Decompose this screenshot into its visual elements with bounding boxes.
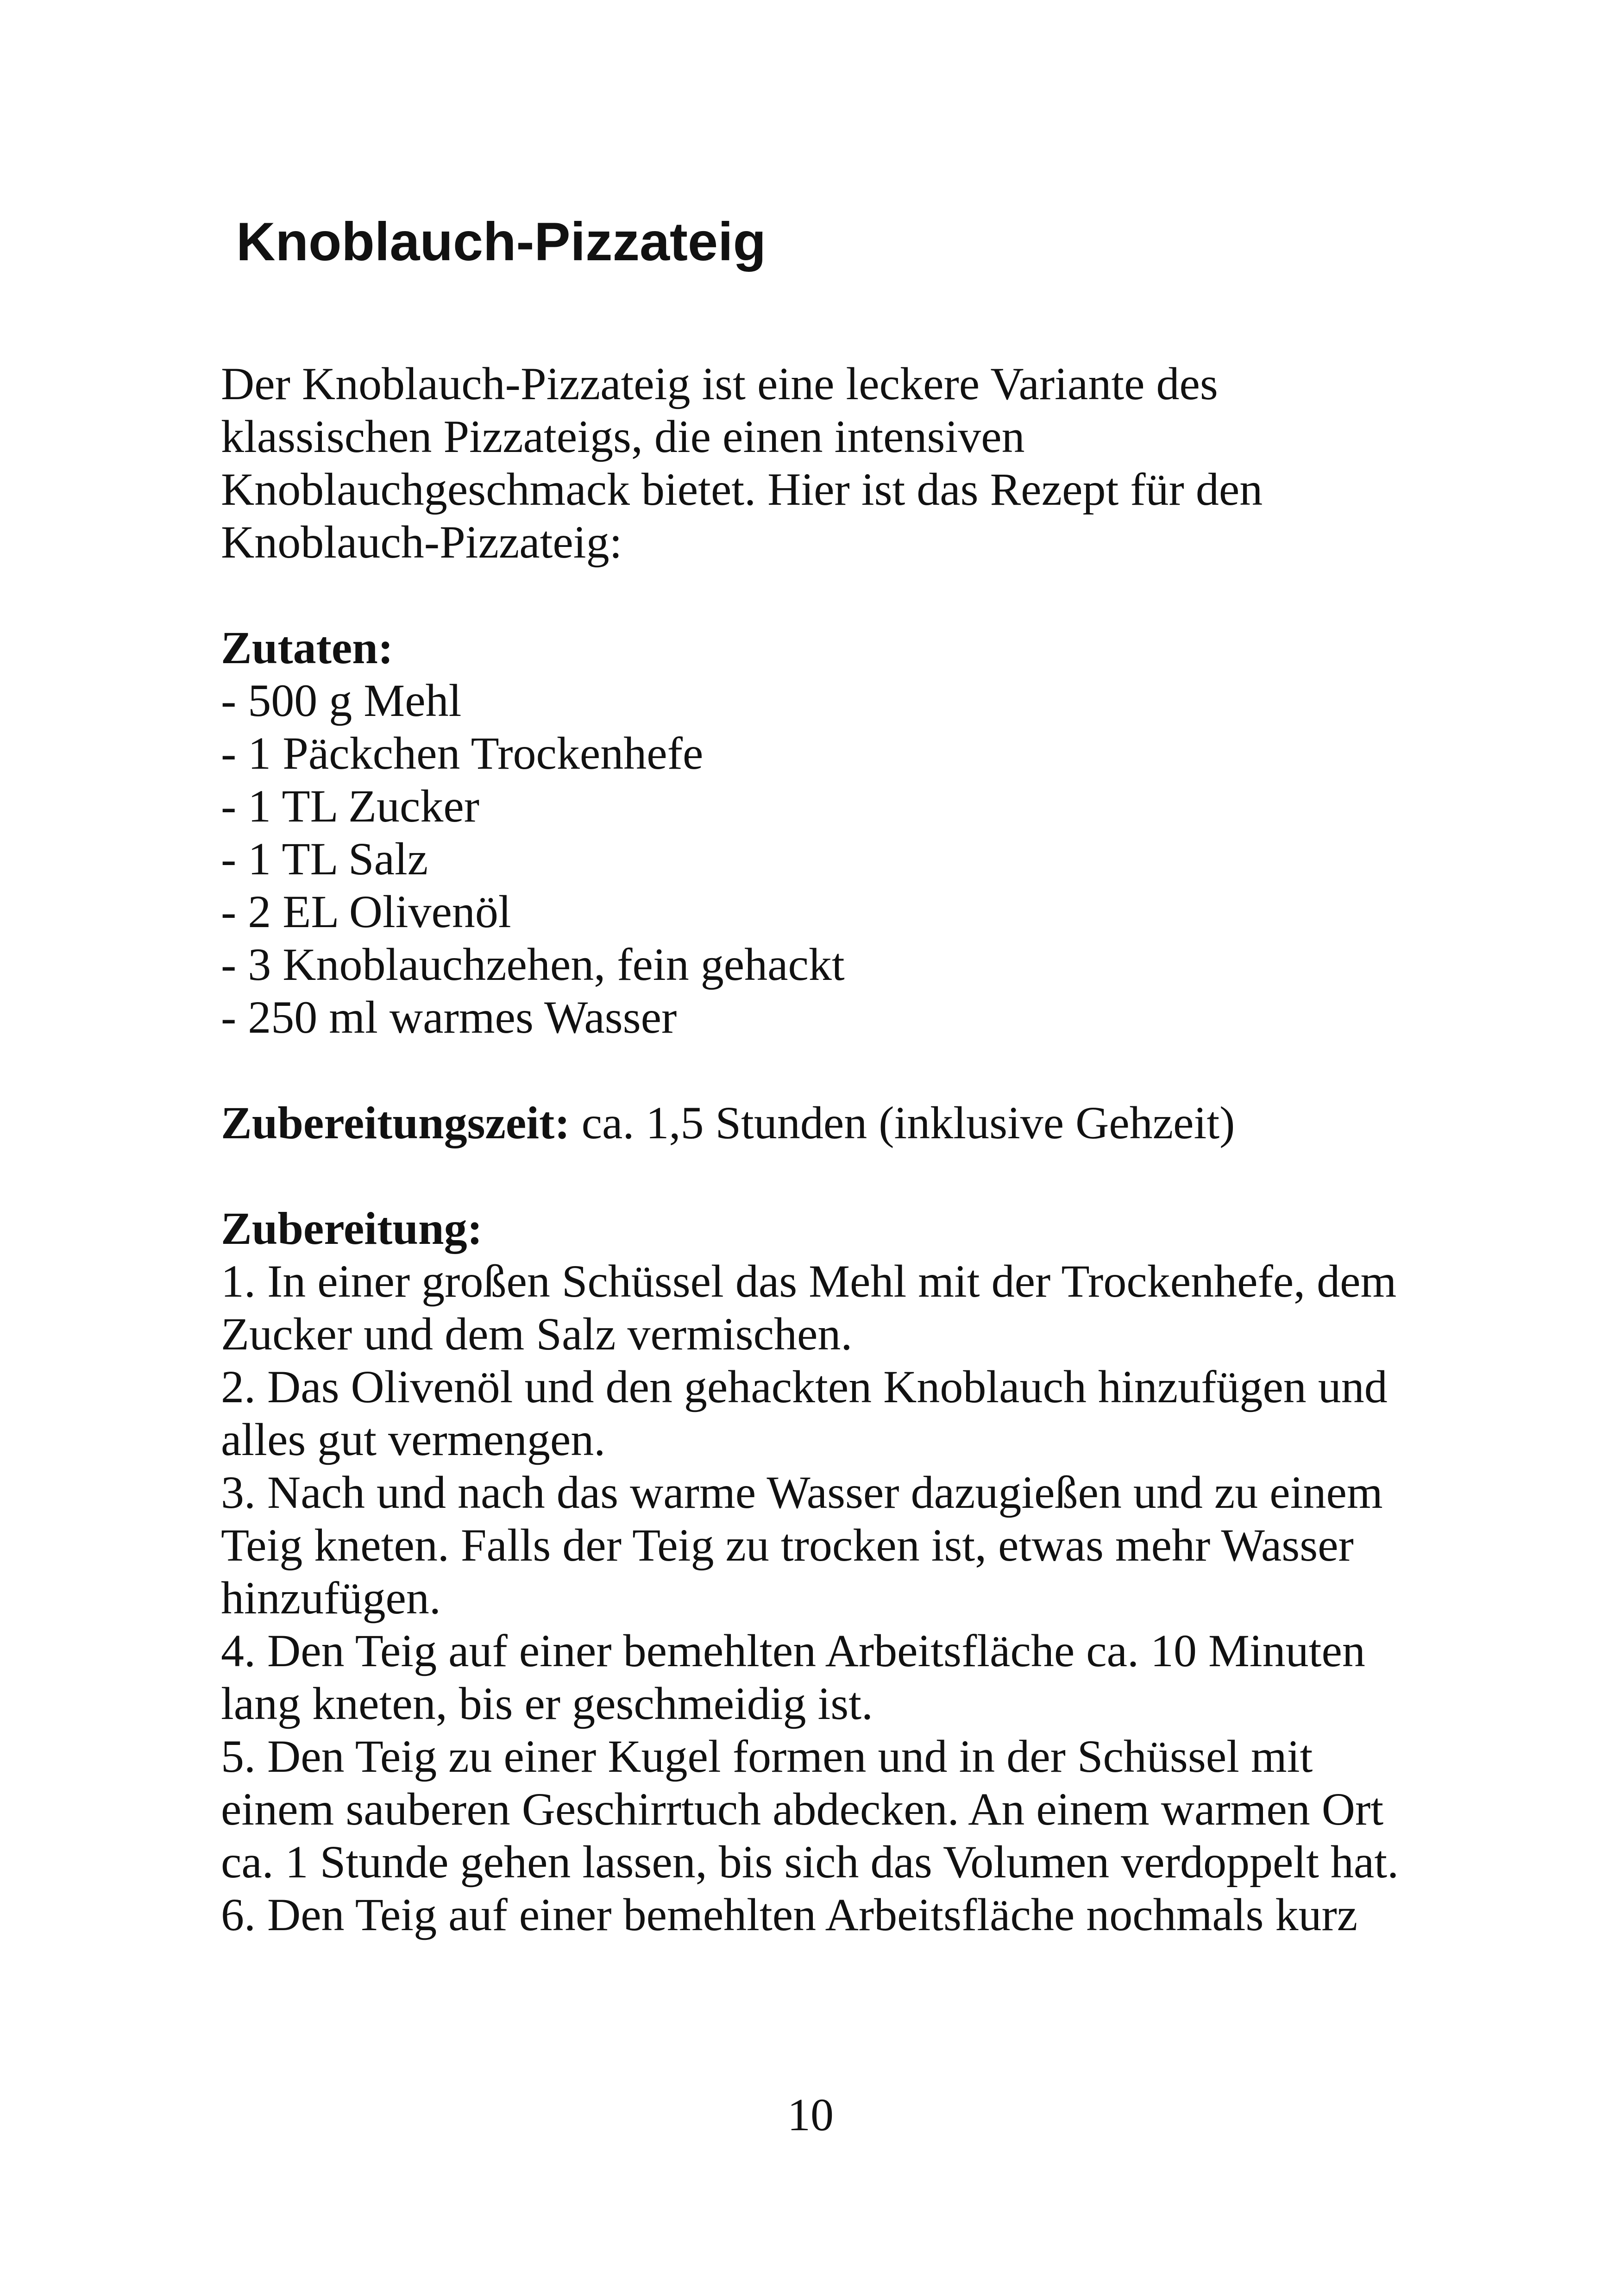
page-number: 10: [787, 2089, 834, 2140]
intro-paragraph: [221, 358, 1518, 569]
preparation-line: 2. Das Olivenöl und den gehackten Knoblauch hinzufügen und: [221, 1361, 1388, 1412]
preparation-line: 1. In einer großen Schüssel das Mehl mit der Trockenhefe, dem: [221, 1255, 1397, 1307]
intro-line: Der Knoblauch-Pizzateig ist eine leckere Variante des: [221, 358, 1218, 409]
paragraph-gap: [221, 1149, 1518, 1202]
paragraph-gap: [221, 1044, 1518, 1097]
ingredient-item: - 2 EL Olivenöl: [221, 886, 511, 937]
ingredient-item: - 1 Päckchen Trockenhefe: [221, 728, 704, 779]
preparation-line: Zucker und dem Salz vermischen.: [221, 1308, 853, 1360]
prep-time-line: [221, 1097, 1518, 1149]
preparation-line: hinzufügen.: [221, 1572, 441, 1624]
ingredient-item: - 3 Knoblauchzehen, fein gehackt: [221, 939, 845, 990]
prep-time-value: ca. 1,5 Stunden (inklusive Gehzeit): [570, 1097, 1235, 1148]
paragraph-gap: [221, 569, 1518, 621]
ingredient-item: - 500 g Mehl: [221, 675, 462, 726]
preparation-line: lang kneten, bis er geschmeidig ist.: [221, 1678, 873, 1729]
preparation-line: 3. Nach und nach das warme Wasser dazugießen und zu einem: [221, 1467, 1383, 1518]
intro-line: Knoblauch-Pizzateig:: [221, 516, 622, 568]
preparation-section: [221, 1202, 1518, 1941]
intro-line: Knoblauchgeschmack bietet. Hier ist das Rezept für den: [221, 464, 1263, 515]
ingredients-heading: Zutaten:: [221, 622, 394, 673]
preparation-line: 4. Den Teig auf einer bemehlten Arbeitsfläche ca. 10 Minuten: [221, 1625, 1365, 1676]
preparation-line: ca. 1 Stunde gehen lassen, bis sich das Volumen verdoppelt hat.: [221, 1836, 1399, 1888]
preparation-line: 6. Den Teig auf einer bemehlten Arbeitsfläche nochmals kurz: [221, 1889, 1358, 1940]
ingredients-section: [221, 621, 1518, 1044]
preparation-line: 5. Den Teig zu einer Kugel formen und in der Schüssel mit: [221, 1731, 1313, 1782]
prep-time-label: Zubereitungszeit:: [221, 1097, 570, 1148]
preparation-line: alles gut vermengen.: [221, 1414, 606, 1465]
ingredient-item: - 1 TL Salz: [221, 833, 428, 885]
ingredient-item: - 1 TL Zucker: [221, 780, 480, 832]
preparation-line: Teig kneten. Falls der Teig zu trocken ist, etwas mehr Wasser: [221, 1519, 1354, 1571]
preparation-heading: Zubereitung:: [221, 1203, 483, 1254]
ingredient-item: - 250 ml warmes Wasser: [221, 991, 677, 1043]
intro-line: klassischen Pizzateigs, die einen intensiven: [221, 411, 1025, 462]
page-title: Knoblauch-Pizzateig: [236, 211, 767, 272]
recipe-body: [221, 358, 1518, 1941]
preparation-line: einem sauberen Geschirrtuch abdecken. An einem warmen Ort: [221, 1783, 1384, 1835]
